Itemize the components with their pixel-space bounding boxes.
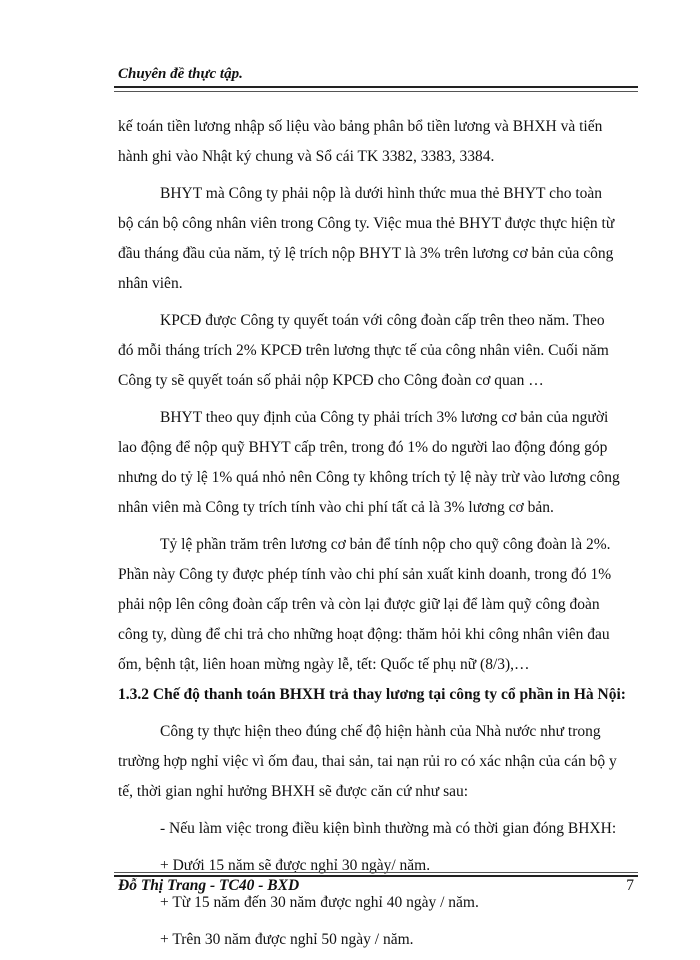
paragraph-4 — [118, 403, 638, 523]
text-line: Công ty sẽ quyết toán số phải nộp KPCĐ cho Công đoàn cơ quan … — [118, 372, 544, 389]
text-line: đó mỗi tháng trích 2% KPCĐ trên lương thực tế của công nhân viên. Cuối năm — [118, 342, 609, 359]
footer-rule-thin — [114, 872, 638, 873]
paragraph-1 — [118, 112, 638, 172]
text-line: lao động để nộp quỹ BHYT cấp trên, trong đó 1% do người lao động đóng góp — [118, 439, 608, 456]
document-body — [118, 112, 638, 955]
paragraph-2 — [118, 179, 638, 299]
header-rule-thick — [114, 86, 638, 88]
list-item: + Trên 30 năm được nghỉ 50 ngày / năm. — [160, 931, 414, 948]
text-line: BHYT theo quy định của Công ty phải trích 3% lương cơ bản của người — [160, 409, 609, 426]
text-line: Phần này Công ty được phép tính vào chi phí sản xuất kinh doanh, trong đó 1% — [118, 566, 612, 583]
text-line: bộ cán bộ công nhân viên trong Công ty. Việc mua thẻ BHYT được thực hiện từ — [118, 215, 615, 232]
text-line: nhân viên mà Công ty trích tính vào chi phí tất cả là 3% lương cơ bản. — [118, 499, 554, 516]
text-line: KPCĐ được Công ty quyết toán với công đoàn cấp trên theo năm. Theo — [160, 312, 605, 329]
text-line: tế, thời gian nghỉ hưởng BHXH sẽ được căn cứ như sau: — [118, 783, 469, 800]
list-item: - Nếu làm việc trong điều kiện bình thường mà có thời gian đóng BHXH: — [160, 820, 617, 837]
text-line: phải nộp lên công đoàn cấp trên và còn lại được giữ lại để làm quỹ công đoàn — [118, 596, 600, 613]
list-item: + Dưới 15 năm sẽ được nghỉ 30 ngày/ năm. — [160, 857, 431, 874]
paragraph-5 — [118, 530, 638, 680]
header-title: Chuyên đề thực tập. — [118, 66, 243, 82]
text-line: nhân viên. — [118, 275, 183, 292]
header-rule-thin — [114, 91, 638, 92]
text-line: Tỷ lệ phần trăm trên lương cơ bản để tính nộp cho quỹ công đoàn là 2%. — [160, 536, 611, 553]
paragraph-3 — [118, 306, 638, 396]
text-line: BHYT mà Công ty phải nộp là dưới hình thức mua thẻ BHYT cho toàn — [160, 185, 603, 202]
text-line: công ty, dùng để chi trả cho những hoạt động: thăm hỏi khi công nhân viên đau — [118, 626, 610, 643]
text-line: ốm, bệnh tật, liên hoan mừng ngày lễ, tết: Quốc tế phụ nữ (8/3),… — [118, 656, 530, 673]
text-line: đầu tháng đầu của năm, tỷ lệ trích nộp BHYT là 3% trên lương cơ bản của công — [118, 245, 614, 262]
paragraph-6 — [118, 717, 638, 807]
text-line: trường hợp nghỉ việc vì ốm đau, thai sản, tai nạn rủi ro có xác nhận của cán bộ y — [118, 753, 617, 770]
text-line: nhưng do tỷ lệ 1% quá nhỏ nên Công ty không trích tỷ lệ này trừ vào lương công — [118, 469, 620, 486]
footer-author: Đỗ Thị Trang - TC40 - BXD — [118, 877, 300, 894]
page-number: 7 — [626, 877, 634, 894]
text-line: kế toán tiền lương nhập số liệu vào bảng phân bổ tiền lương và BHXH và tiến — [118, 118, 603, 135]
text-line: Công ty thực hiện theo đúng chế độ hiện hành của Nhà nước như trong — [160, 723, 601, 740]
list-item: + Từ 15 năm đến 30 năm được nghỉ 40 ngày / năm. — [160, 894, 479, 911]
text-line: hành ghi vào Nhật ký chung và Sổ cái TK 3382, 3383, 3384. — [118, 148, 495, 165]
section-heading: 1.3.2 Chế độ thanh toán BHXH trả thay lương tại công ty cổ phần in Hà Nội: — [118, 686, 626, 703]
